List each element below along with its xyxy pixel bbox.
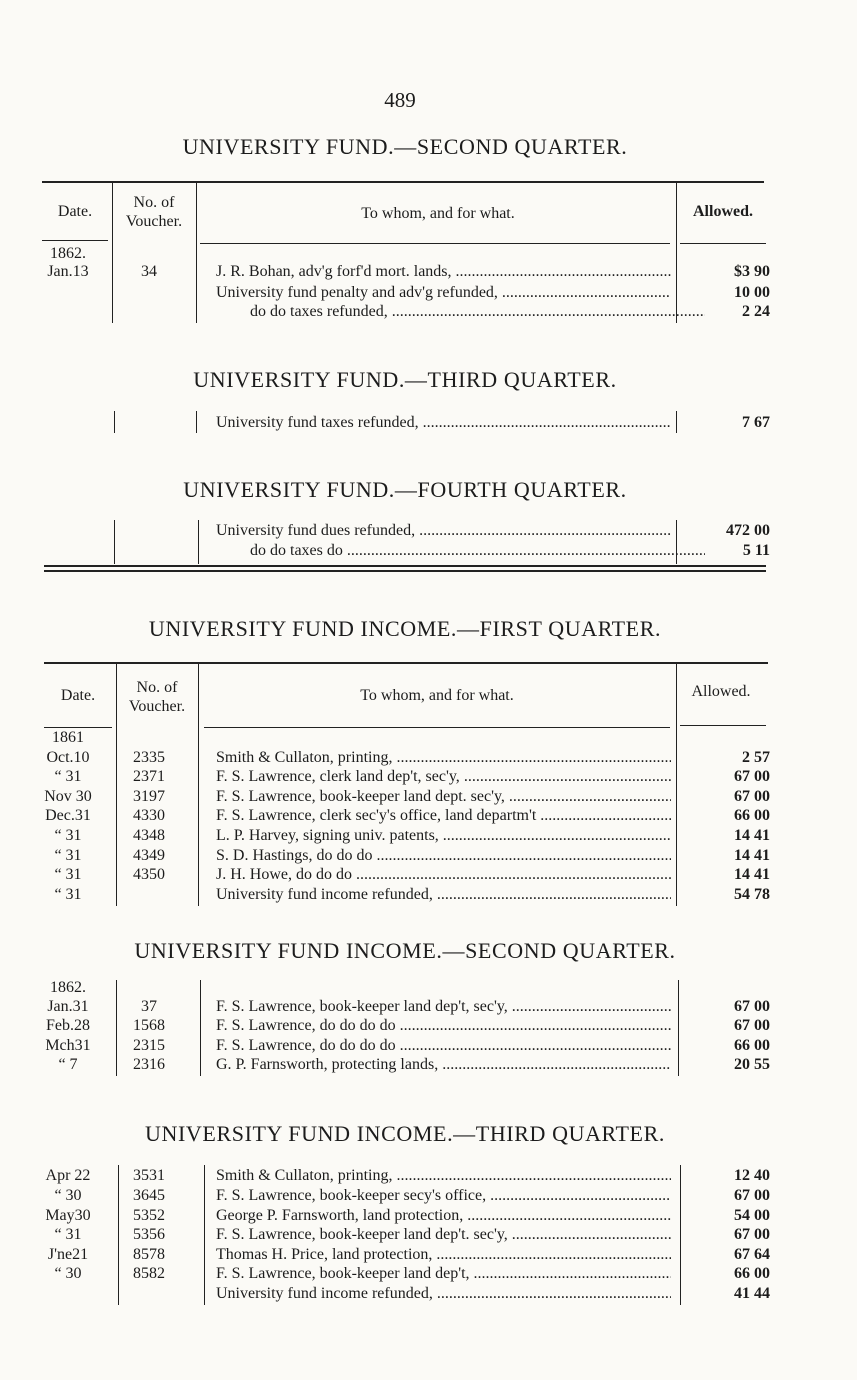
section-heading: UNIVERSITY FUND INCOME.—FIRST QUARTER.: [148, 616, 662, 641]
column-header-date: Date.: [60, 687, 96, 704]
row-description: F. S. Lawrence, clerk land dep't, sec'y, .....: [216, 767, 671, 787]
row-date: Dec.31: [45, 807, 91, 824]
row-date: “ 31: [54, 866, 82, 883]
row-voucher: 4330: [133, 807, 165, 824]
double-rule: [44, 565, 766, 567]
row-description: Smith & Cullaton, printing, .....: [216, 1166, 671, 1186]
row-voucher: 8582: [133, 1265, 165, 1282]
row-date: Jan.31: [47, 998, 89, 1015]
column-header-voucher: No. of Voucher.: [128, 679, 186, 715]
row-amount: 67 64: [734, 1246, 770, 1263]
table-row: [0, 806, 857, 826]
row-description: University fund penalty and adv'g refunded, .....: [216, 283, 671, 303]
table-row: [0, 1016, 857, 1036]
page-number: 489: [384, 88, 416, 112]
header-rule: [680, 725, 766, 726]
row-description: F. S. Lawrence, book-keeper land dep't, sec'y, .....: [216, 997, 671, 1017]
table-row: [0, 1055, 857, 1075]
row-description: J. R. Bohan, adv'g forf'd mort. lands, .....: [216, 262, 671, 282]
row-amount: 67 00: [734, 788, 770, 805]
row-voucher: 2335: [133, 749, 165, 766]
row-description: F. S. Lawrence, book-keeper land dept. sec'y, .....: [216, 787, 671, 807]
row-description: L. P. Harvey, signing univ. patents, .....: [216, 826, 671, 846]
row-voucher: 4348: [133, 827, 165, 844]
row-voucher: 2316: [133, 1056, 165, 1073]
row-date: “ 30: [54, 1265, 82, 1282]
table-row: [0, 521, 857, 541]
row-date: Nov 30: [44, 788, 92, 805]
row-voucher: 3197: [133, 788, 165, 805]
row-amount: 2 57: [742, 749, 770, 766]
row-amount: $3 90: [734, 263, 770, 280]
row-date: Feb.28: [46, 1017, 90, 1034]
row-description: University fund income refunded, .....: [216, 1284, 671, 1304]
row-amount: 41 44: [734, 1285, 770, 1302]
table-row: [0, 767, 857, 787]
table-row: [0, 1284, 857, 1304]
row-amount: 10 00: [734, 284, 770, 301]
row-description: University fund dues refunded, .....: [216, 521, 671, 541]
row-amount: 66 00: [734, 807, 770, 824]
row-date: Apr 22: [45, 1167, 91, 1184]
row-date: 1862.: [50, 245, 86, 262]
table-row: [0, 1186, 857, 1206]
column-header-voucher: No. of Voucher.: [125, 194, 183, 230]
table-row: [0, 978, 857, 998]
row-amount: 67 00: [734, 768, 770, 785]
table-top-rule: [42, 181, 764, 183]
section-heading: UNIVERSITY FUND INCOME.—THIRD QUARTER.: [145, 1121, 665, 1146]
row-description: Smith & Cullaton, printing, .....: [216, 748, 671, 768]
row-amount: 66 00: [734, 1265, 770, 1282]
row-date: “ 30: [54, 1187, 82, 1204]
row-voucher: 3645: [133, 1187, 165, 1204]
table-row: [0, 262, 857, 282]
row-amount: 67 00: [734, 1187, 770, 1204]
row-amount: 7 67: [742, 414, 770, 431]
row-description: George P. Farnsworth, land protection, .....: [216, 1206, 671, 1226]
table-row: [0, 1264, 857, 1284]
table-row: [0, 283, 857, 303]
table-row: [0, 826, 857, 846]
row-amount: 14 41: [734, 827, 770, 844]
column-header-description: To whom, and for what.: [360, 687, 514, 704]
row-description: University fund taxes refunded, .....: [216, 413, 671, 433]
table-row: [0, 541, 857, 561]
table-row: [0, 728, 857, 748]
column-header-allowed: Allowed.: [691, 683, 751, 700]
row-description: do do taxes refunded, .....: [216, 302, 705, 322]
row-voucher: 3531: [133, 1167, 165, 1184]
row-description: J. H. Howe, do do do .....: [216, 865, 671, 885]
row-amount: 14 41: [734, 866, 770, 883]
row-description: F. S. Lawrence, book-keeper land dep't, .....: [216, 1264, 671, 1284]
row-description: F. S. Lawrence, clerk sec'y's office, land departm't .....: [216, 806, 671, 826]
row-description: F. S. Lawrence, book-keeper land dep't. sec'y, .....: [216, 1225, 671, 1245]
row-amount: 67 00: [734, 1226, 770, 1243]
table-row: [0, 244, 857, 264]
table-row: [0, 413, 857, 433]
row-description: S. D. Hastings, do do do .....: [216, 846, 671, 866]
table-row: [0, 787, 857, 807]
row-date: Mch31: [45, 1037, 91, 1054]
row-amount: 472 00: [726, 522, 770, 539]
row-date: “ 31: [54, 827, 82, 844]
row-amount: 67 00: [734, 998, 770, 1015]
row-date: 1862.: [50, 979, 86, 996]
row-amount: 20 55: [734, 1056, 770, 1073]
row-date: Jan.13: [47, 263, 89, 280]
row-amount: 14 41: [734, 847, 770, 864]
row-amount: 2 24: [742, 303, 770, 320]
table-row: [0, 748, 857, 768]
column-header-allowed: Allowed.: [693, 203, 753, 220]
table-row: [0, 846, 857, 866]
table-row: [0, 1036, 857, 1056]
row-amount: 66 00: [734, 1037, 770, 1054]
table-row: [0, 997, 857, 1017]
row-voucher: 4350: [133, 866, 165, 883]
row-date: “ 31: [54, 768, 82, 785]
table-row: [0, 1225, 857, 1245]
row-date: “ 31: [54, 1226, 82, 1243]
row-description: Thomas H. Price, land protection, .....: [216, 1245, 671, 1265]
row-date: May30: [45, 1207, 91, 1224]
row-voucher: 2371: [133, 768, 165, 785]
row-voucher: 5356: [133, 1226, 165, 1243]
double-rule: [44, 570, 766, 572]
row-date: Oct.10: [46, 749, 90, 766]
column-header-date: Date.: [57, 203, 93, 220]
row-description: G. P. Farnsworth, protecting lands, .....: [216, 1055, 671, 1075]
row-amount: 54 00: [734, 1207, 770, 1224]
row-voucher: 1568: [133, 1017, 165, 1034]
row-date: J'ne21: [47, 1246, 89, 1263]
row-voucher: 5352: [133, 1207, 165, 1224]
row-date: “ 31: [54, 886, 82, 903]
row-amount: 5 11: [742, 542, 770, 559]
row-voucher: 37: [141, 998, 157, 1015]
table-row: [0, 1166, 857, 1186]
row-description: F. S. Lawrence, do do do do .....: [216, 1036, 671, 1056]
row-voucher: 34: [141, 263, 157, 280]
section-heading: UNIVERSITY FUND INCOME.—SECOND QUARTER.: [134, 938, 676, 963]
header-rule: [42, 240, 108, 241]
section-heading: UNIVERSITY FUND.—THIRD QUARTER.: [193, 367, 617, 392]
table-row: [0, 302, 857, 322]
row-date: “ 31: [54, 847, 82, 864]
row-voucher: 8578: [133, 1246, 165, 1263]
table-row: [0, 1206, 857, 1226]
table-row: [0, 885, 857, 905]
section-heading: UNIVERSITY FUND.—FOURTH QUARTER.: [183, 477, 627, 502]
row-description: F. S. Lawrence, book-keeper secy's office, .....: [216, 1186, 671, 1206]
row-description: do do taxes do .....: [216, 541, 705, 561]
row-date: 1861: [52, 729, 84, 746]
row-date: “ 7: [58, 1056, 78, 1073]
table-top-rule: [44, 662, 768, 664]
row-voucher: 4349: [133, 847, 165, 864]
row-amount: 54 78: [734, 886, 770, 903]
row-voucher: 2315: [133, 1037, 165, 1054]
section-heading: UNIVERSITY FUND.—SECOND QUARTER.: [182, 134, 628, 159]
table-row: [0, 865, 857, 885]
row-description: University fund income refunded, .....: [216, 885, 671, 905]
column-header-description: To whom, and for what.: [361, 205, 515, 222]
row-description: F. S. Lawrence, do do do do .....: [216, 1016, 671, 1036]
row-amount: 12 40: [734, 1167, 770, 1184]
table-row: [0, 1245, 857, 1265]
row-amount: 67 00: [734, 1017, 770, 1034]
